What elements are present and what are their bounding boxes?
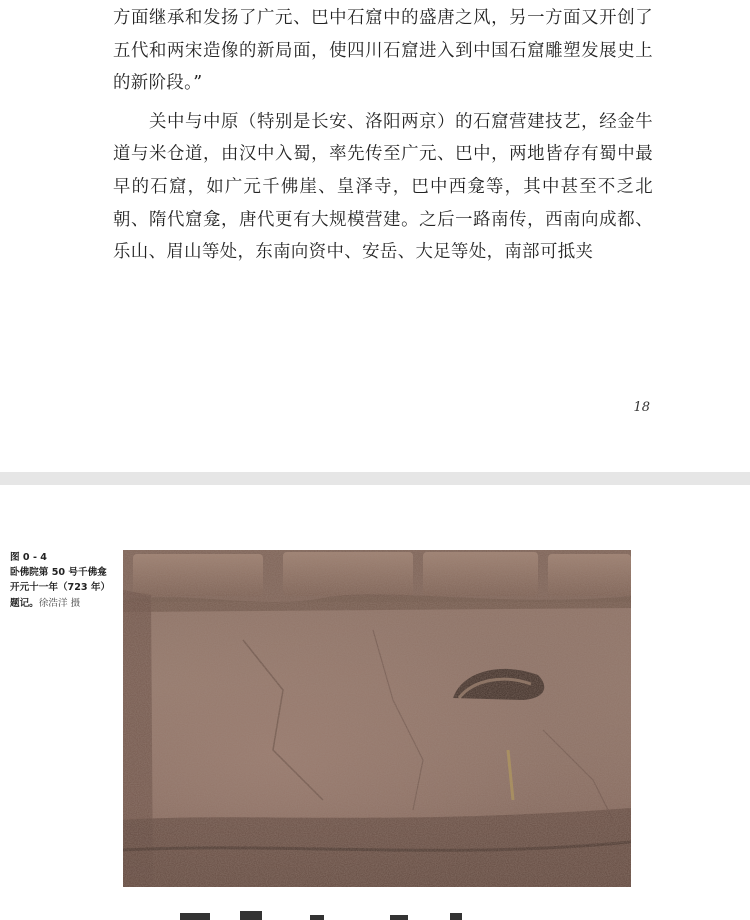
page-number: 18 (633, 400, 650, 415)
paragraph-1: 方面继承和发扬了广元、巴中石窟中的盛唐之风，另一方面又开创了五代和两宋造像的新局面，使四川石窟进入到中国石窟雕塑发展史上的新阶段。” (113, 8, 653, 94)
rock-surface-image (123, 550, 631, 887)
cropped-next-line (150, 906, 510, 920)
figure-number: 图 0 - 4 (10, 552, 47, 563)
inscription-photo (123, 550, 631, 887)
figure-caption (10, 550, 114, 611)
body-text (113, 2, 653, 269)
caption-text: 卧佛院第 50 号千佛龛开元十一年（723 年）题记。 (10, 567, 111, 609)
paragraph-2: 关中与中原（特别是长安、洛阳两京）的石窟营建技艺，经金牛道与米仓道，由汉中入蜀，率先传至广元、巴中，两地皆存有蜀中最早的石窟，如广元千佛崖、皇泽寺，巴中西龛等，其中甚至不乏北朝、隋代窟龛，唐代更有大规模营建。之后一路南传，西南向成都、乐山、眉山等处，东南向资中、安岳、大足等处，南部可抵夹 (113, 111, 653, 263)
photo-credit: 徐浩洋 摄 (38, 597, 81, 609)
page-divider (0, 472, 750, 485)
